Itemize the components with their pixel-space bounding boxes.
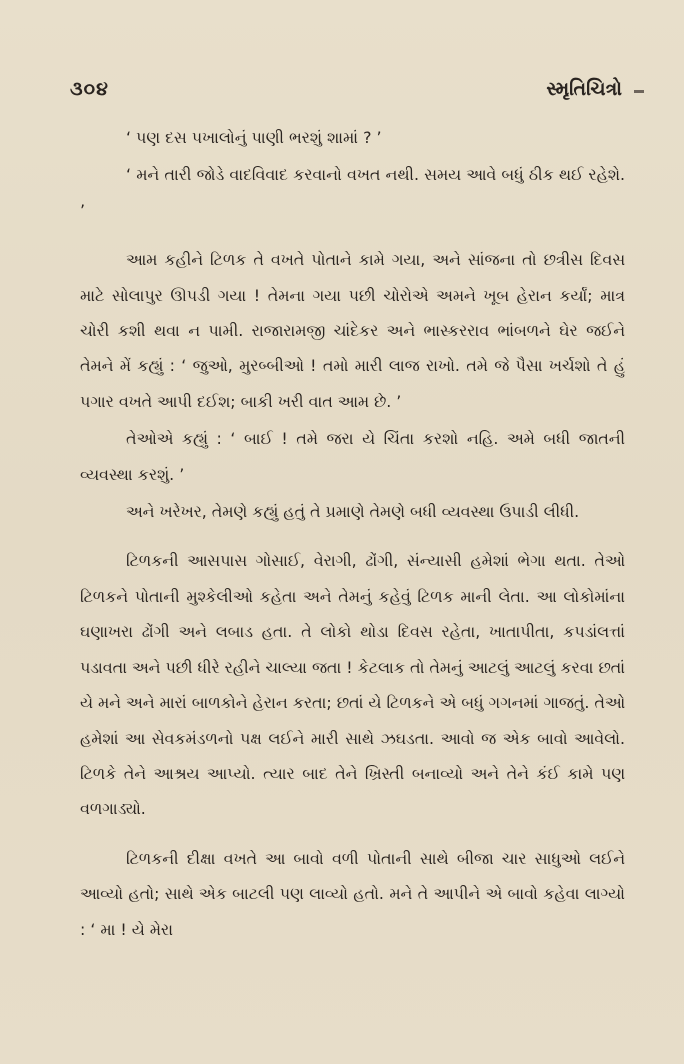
- paragraph-7: ટિળકની દીક્ષા વખતે આ બાવો વળી પોતાની સાથે બીજા ચાર સાધુઓ લઈને આવ્યો હતો; સાથે એક બાટલી પણ લાવ્યો હતો. મને તે આપીને એ બાવો કહેવા લાગ્યો : ‘ મા ! યે મેરા: [80, 848, 625, 939]
- paragraph-6: ટિળકની આસપાસ ગોસાઈ, વેરાગી, ઢોંગી, સંન્યાસી હમેશાં ભેગા થતા. તેઓ ટિળકને પોતાની મુશ્કેલીઓ કહેતા અને તેમનું કહેવું ટિળક માની લેતા. આ લોકોમાંના ઘણાખરા ઢોંગી અને લબાડ હતા. તે લોકો થોડા દિવસ રહેતા, ખાતાપીતા, કપડાંલત્તાં પડાવતા અને પછી ધીરે રહીને ચાલ્યા જતા ! કેટલાક તો તેમનું આટલું આટલું કરવા છતાં યે મને અને મારાં બાળકોને હેરાન કરતા; છતાં યે ટિળકને એ બધું ગગનમાં ગાજતું. તેઓ હમેશાં આ સેવકમંડળનો પક્ષ લઈને મારી સાથે ઝઘડતા. આવો જ એક બાવો આવેલો. ટિળકે તેને આશ્રય આપ્યો. ત્યાર બાદ તેને ખ્રિસ્તી બનાવ્યો અને તેને કંઈ કામે પણ વળગાડ્યો.: [80, 551, 626, 819]
- paragraph-3: આમ કહીને ટિળક તે વખતે પોતાને કામે ગયા, અને સાંજના તો છત્રીસ દિવસ માટે સોલાપુર ઊપડી ગયા ! તેમના ગયા પછી ચોરોએ અમને ખૂબ હેરાન કર્યાં; માત્ર ચોરી કશી થવા ન પામી. રાજારામજી ચાંદેકર અને ભાસ્કરરાવ ભાંબળને ઘેર જઈને તેમને મેં કહ્યું : ‘ જુઓ, મુરબ્બીઓ ! તમો મારી લાજ રાખો. તમે જે પૈસા ખર્ચશો તે હું પગાર વખતે આપી દઈશ; બાકી ખરી વાત આમ છે. ’: [80, 250, 625, 411]
- paragraph-4: તેઓએ કહ્યું : ‘ બાઈ ! તમે જરા યે ચિંતા કરશો નહિ. અમે બધી જાતની વ્યવસ્થા કરશું. ’: [80, 429, 625, 484]
- page-header: [70, 78, 622, 108]
- paragraph-2: ‘ મને તારી જોડે વાદવિવાદ કરવાનો વખત નથી. સમય આવે બધું ઠીક થઈ રહેશે. ’: [80, 165, 625, 220]
- body-text: [80, 120, 625, 947]
- paragraph-1: ‘ પણ દસ પખાલોનું પાણી ભરશું શામાં ? ’: [126, 128, 382, 147]
- running-title: સ્મૃતિચિત્રો: [546, 78, 622, 100]
- header-dash-mark: [634, 90, 644, 93]
- page-number: ૩૦૪: [70, 78, 109, 100]
- paragraph-5: અને ખરેખર, તેમણે કહ્યું હતું તે પ્રમાણે તેમણે બધી વ્યવસ્થા ઉપાડી લીધી.: [126, 502, 580, 522]
